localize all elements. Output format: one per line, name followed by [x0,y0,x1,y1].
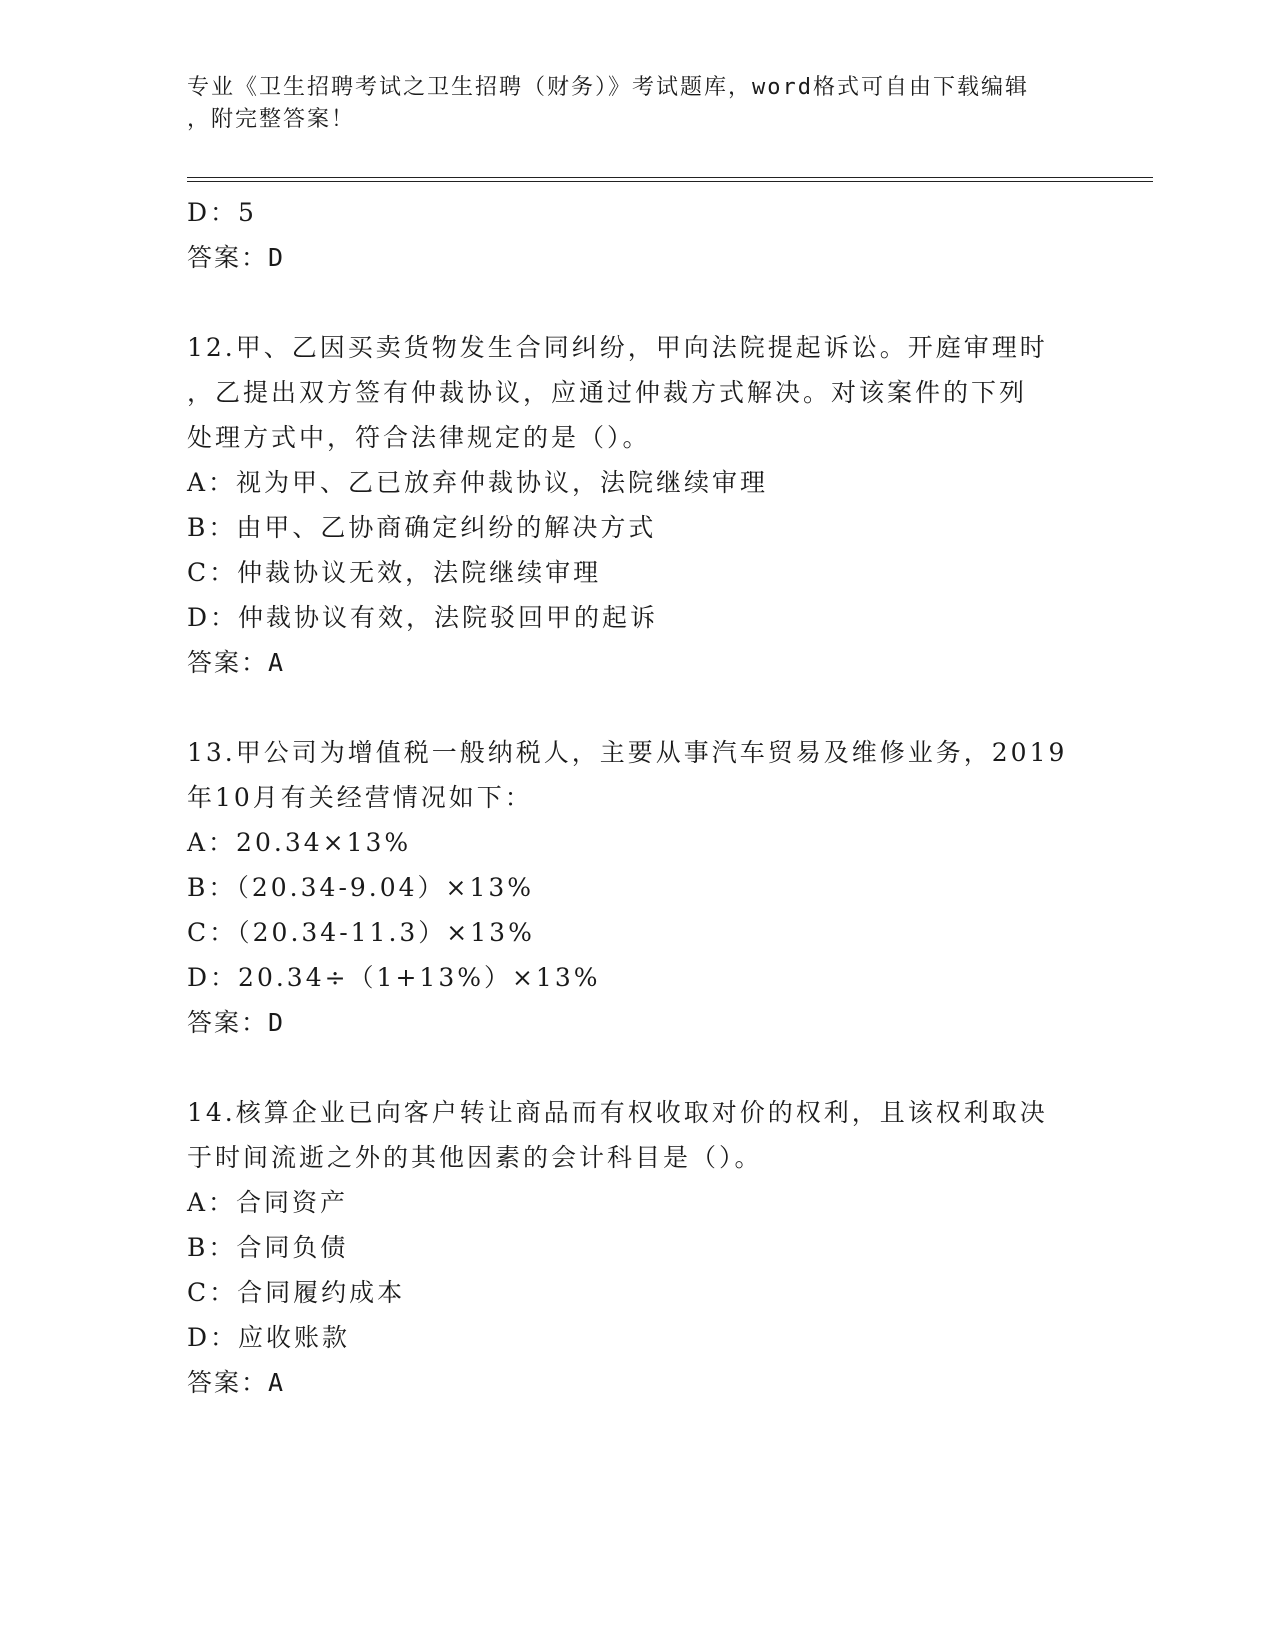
option-d: D：5 [187,198,257,227]
question-text-line: 处理方式中，符合法律规定的是（）。 [187,423,651,452]
option-c: C：合同履约成本 [187,1278,406,1307]
spacer [187,685,1087,730]
previous-question-tail [187,190,1087,280]
answer: 答案：D [187,1008,286,1037]
header-line-2: ，附完整答案！ [187,107,356,132]
option-a: A：视为甲、乙已放弃仲裁协议，法院继续审理 [187,468,769,497]
option-d: D：20.34÷（1+13%）×13% [187,963,601,992]
page-content [187,190,1087,1405]
question-13 [187,730,1087,1045]
question-14 [187,1090,1087,1405]
page-header [187,72,1087,136]
question-text-line: 13.甲公司为增值税一般纳税人，主要从事汽车贸易及维修业务，2019 [187,738,1068,767]
question-text-line: 于时间流逝之外的其他因素的会计科目是（）。 [187,1143,763,1172]
option-c: C：仲裁协议无效，法院继续审理 [187,558,602,587]
header-divider-bottom [187,181,1153,182]
option-b: B：合同负债 [187,1233,349,1262]
question-text-line: 14.核算企业已向客户转让商品而有权收取对价的权利，且该权利取决 [187,1098,1048,1127]
question-text-line: ，乙提出双方签有仲裁协议，应通过仲裁方式解决。对该案件的下列 [187,378,1028,407]
option-d: D：仲裁协议有效，法院驳回甲的起诉 [187,603,659,632]
option-b: B：（20.34-9.04）×13% [187,873,535,902]
question-text-line: 年10月有关经营情况如下： [187,783,533,812]
spacer [187,280,1087,325]
option-a: A：合同资产 [187,1188,349,1217]
option-d: D：应收账款 [187,1323,351,1352]
option-c: C：（20.34-11.3）×13% [187,918,535,947]
header-line-1: 专业《卫生招聘考试之卫生招聘（财务）》考试题库，word格式可自由下载编辑 [187,75,1029,100]
question-text-line: 12.甲、乙因买卖货物发生合同纠纷，甲向法院提起诉讼。开庭审理时 [187,333,1048,362]
spacer [187,1045,1087,1090]
header-divider-top [187,177,1153,178]
answer: 答案：A [187,648,286,677]
option-b: B：由甲、乙协商确定纠纷的解决方式 [187,513,657,542]
answer: 答案：A [187,1368,286,1397]
question-12 [187,325,1087,685]
option-a: A：20.34×13% [187,828,412,857]
answer: 答案：D [187,243,286,272]
